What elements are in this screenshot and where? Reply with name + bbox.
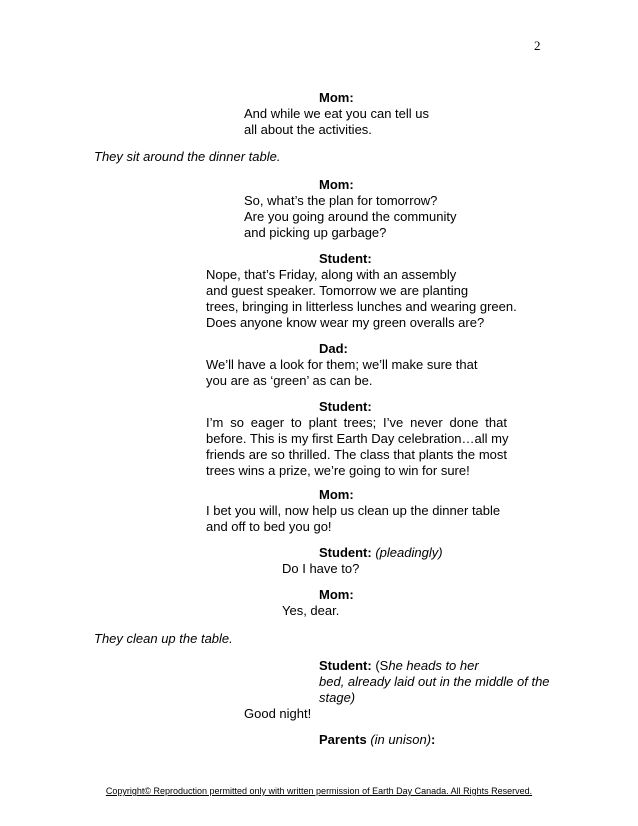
dialogue-line: friends are so thrilled. The class that plants the most (206, 447, 507, 462)
dialogue-line: all about the activities. (244, 122, 372, 137)
speaker-name (319, 658, 479, 674)
speaker-label: Student: (319, 658, 372, 673)
parenthetical: stage) (319, 690, 356, 705)
speaker-colon: : (431, 732, 436, 747)
page-number: 2 (534, 38, 541, 53)
parenthetical: (in unison) (370, 732, 432, 747)
dialogue-block (206, 415, 507, 479)
speaker-name (319, 732, 435, 748)
dialogue-line: and off to bed you go! (206, 519, 332, 534)
dialogue-line: Good night! (244, 706, 312, 721)
dialogue-line: Nope, that’s Friday, along with an assembly (206, 267, 457, 282)
dialogue-line: Yes, dear. (282, 603, 340, 618)
parenthetical: he heads to her (388, 658, 479, 673)
dialogue-line: I bet you will, now help us clean up the dinner table (206, 503, 501, 518)
parenthetical: (pleadingly) (375, 545, 443, 560)
dialogue-line: I’m so eager to plant trees; I’ve never done that (206, 415, 507, 430)
dialogue-line: Do I have to? (282, 561, 360, 576)
stage-direction: They clean up the table. (94, 631, 233, 646)
dialogue-line: trees, bringing in litterless lunches and wearing green. (206, 299, 517, 314)
dialogue-line: Does anyone know wear my green overalls are? (206, 315, 485, 330)
speaker-name (319, 545, 443, 561)
dialogue-line: and guest speaker. Tomorrow we are planting (206, 283, 469, 298)
parenthetical-open: (S (375, 658, 389, 673)
speaker-label: Parents (319, 732, 367, 747)
dialogue-line: And while we eat you can tell us (244, 106, 429, 121)
parenthetical: bed, already laid out in the middle of the (319, 674, 550, 689)
dialogue-line: So, what’s the plan for tomorrow? (244, 193, 438, 208)
copyright-footer: Copyright© Reproduction permitted only with written permission of Earth Day Canada. All Rights Reserved. (105, 786, 533, 796)
speaker-name: Mom: (319, 90, 354, 105)
dialogue-line: you are as ‘green’ as can be. (206, 373, 373, 388)
speaker-name: Student: (319, 251, 372, 266)
dialogue-line: and picking up garbage? (244, 225, 387, 240)
dialogue-line: trees wins a prize, we’re going to win for sure! (206, 463, 470, 478)
dialogue-line: We’ll have a look for them; we’ll make sure that (206, 357, 478, 372)
speaker-name: Mom: (319, 587, 354, 602)
speaker-name: Mom: (319, 487, 354, 502)
speaker-name: Dad: (319, 341, 348, 356)
speaker-name: Student: (319, 399, 372, 414)
dialogue-line: before. This is my first Earth Day celebration…all my (206, 431, 509, 446)
stage-direction: They sit around the dinner table. (94, 149, 281, 164)
speaker-name: Mom: (319, 177, 354, 192)
speaker-label: Student: (319, 545, 372, 560)
dialogue-line: Are you going around the community (244, 209, 457, 224)
